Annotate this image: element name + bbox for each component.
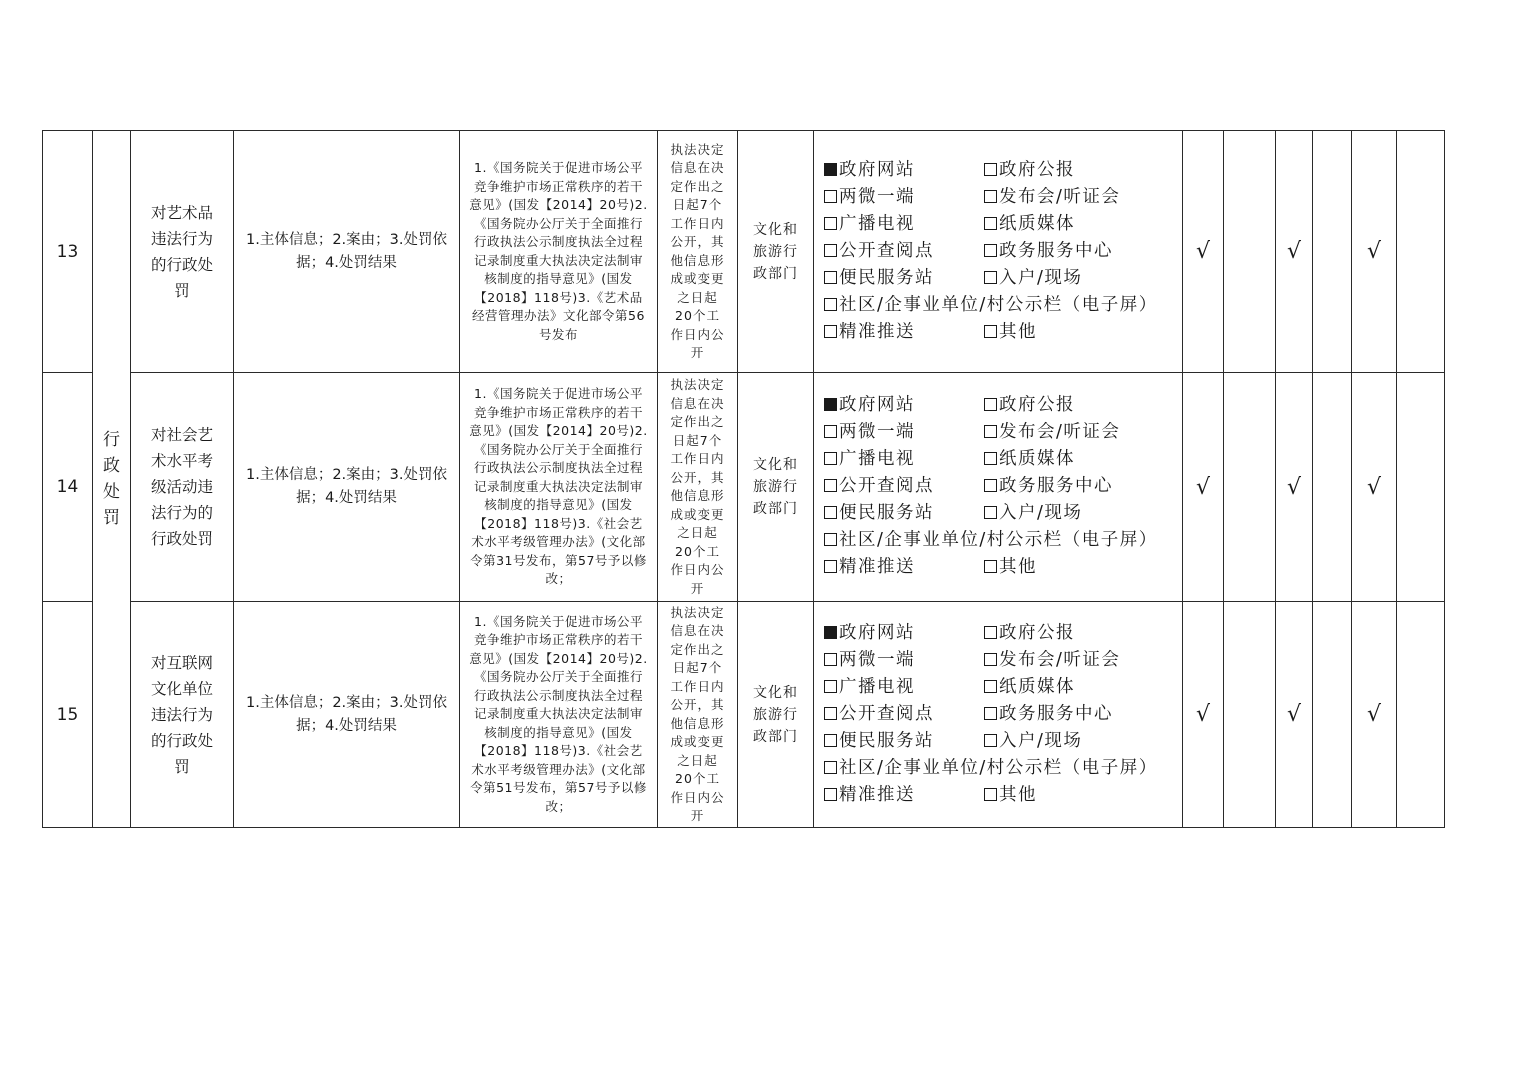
- checkbox-icon[interactable]: [984, 271, 997, 284]
- channel-option[interactable]: [824, 240, 984, 263]
- channel-label: 政府公报: [999, 395, 1075, 416]
- disclosure-basis: 1.《国务院关于促进市场公平竞争维护市场正常秩序的若干意见》(国发【2014】20号)2.《国务院办公厅关于全面推行行政执法公示制度执法全过程记录制度重大执法决定法制审核制度的指导意见》(国发【2018】118号)3.《社会艺术水平考级管理办法》(文化部令第31号发布，第57号予以修改；: [460, 373, 658, 602]
- channel-option[interactable]: [984, 556, 1183, 579]
- tick-cell: √: [1276, 131, 1313, 373]
- responsible-department: 文化和旅游行政部门: [738, 373, 814, 602]
- channel-option[interactable]: [824, 213, 984, 236]
- channel-option[interactable]: [984, 159, 1183, 182]
- checkbox-icon[interactable]: [984, 190, 997, 203]
- disclosure-channels: [814, 602, 1183, 828]
- channel-label: 精准推送: [839, 557, 915, 578]
- responsible-department: 文化和旅游行政部门: [738, 602, 814, 828]
- checked-checkbox-icon[interactable]: [824, 626, 837, 639]
- channel-label: 两微一端: [839, 186, 915, 207]
- disclosure-table: [42, 130, 1445, 828]
- checkbox-icon[interactable]: [824, 271, 837, 284]
- channel-option[interactable]: [984, 475, 1183, 498]
- channel-label: 其他: [999, 321, 1037, 342]
- channel-option[interactable]: [824, 622, 984, 645]
- channel-label: 其他: [999, 557, 1037, 578]
- checkbox-icon[interactable]: [984, 788, 997, 801]
- channel-label: 广播电视: [839, 449, 915, 470]
- disclosure-content: 1.主体信息；2.案由；3.处罚依据；4.处罚结果: [234, 373, 460, 602]
- channel-option[interactable]: [824, 757, 1183, 780]
- tick-cell: √: [1183, 602, 1224, 828]
- disclosure-timing: 执法决定信息在决定作出之日起7个工作日内公开，其他信息形成或变更之日起20个工作日内公开: [658, 131, 738, 373]
- category-char: 处: [103, 482, 120, 502]
- channel-label: 公开查阅点: [839, 476, 934, 497]
- channel-label: 入户/现场: [999, 503, 1083, 524]
- checkbox-icon[interactable]: [984, 163, 997, 176]
- channel-label: 其他: [999, 784, 1037, 805]
- checked-checkbox-icon[interactable]: [824, 163, 837, 176]
- channel-label: 两微一端: [839, 422, 915, 443]
- disclosure-content: 1.主体信息；2.案由；3.处罚依据；4.处罚结果: [234, 602, 460, 828]
- tick-cell: [1397, 602, 1445, 828]
- checkbox-icon[interactable]: [824, 325, 837, 338]
- disclosure-channels: [814, 131, 1183, 373]
- channel-label: 广播电视: [839, 676, 915, 697]
- channel-label: 两微一端: [839, 649, 915, 670]
- checked-checkbox-icon[interactable]: [824, 398, 837, 411]
- checkbox-icon[interactable]: [984, 425, 997, 438]
- tick-cell: [1224, 602, 1276, 828]
- category-char: 政: [103, 456, 120, 476]
- tick-cell: [1313, 131, 1352, 373]
- channel-option[interactable]: [824, 529, 1183, 552]
- channel-option[interactable]: [824, 703, 984, 726]
- channel-label: 便民服务站: [839, 503, 934, 524]
- checkbox-icon[interactable]: [824, 707, 837, 720]
- channel-option[interactable]: [984, 676, 1183, 699]
- channel-option[interactable]: [984, 622, 1183, 645]
- channel-option[interactable]: [984, 321, 1183, 344]
- channel-option[interactable]: [824, 394, 984, 417]
- tick-cell: √: [1352, 373, 1397, 602]
- channel-option[interactable]: [984, 784, 1183, 807]
- channel-label: 社区/企事业单位/村公示栏（电子屏）: [839, 294, 1158, 315]
- channel-option[interactable]: [824, 502, 984, 525]
- channel-option[interactable]: [984, 213, 1183, 236]
- item-name: 对艺术品违法行为的行政处罚: [131, 131, 234, 373]
- channel-option[interactable]: [984, 502, 1183, 525]
- channel-label: 入户/现场: [999, 730, 1083, 751]
- channel-option[interactable]: [824, 730, 984, 753]
- checkbox-icon[interactable]: [984, 325, 997, 338]
- checkbox-icon[interactable]: [984, 244, 997, 257]
- checkbox-icon[interactable]: [984, 626, 997, 639]
- item-name: 对互联网文化单位违法行为的行政处罚: [131, 602, 234, 828]
- channel-label: 发布会/听证会: [999, 422, 1121, 443]
- disclosure-basis: 1.《国务院关于促进市场公平竞争维护市场正常秩序的若干意见》(国发【2014】20号)2.《国务院办公厅关于全面推行行政执法公示制度执法全过程记录制度重大执法决定法制审核制度的指导意见》(国发【2018】118号)3.《艺术品经营管理办法》文化部令第56号发布: [460, 131, 658, 373]
- tick-cell: √: [1183, 373, 1224, 602]
- checkbox-icon[interactable]: [984, 398, 997, 411]
- row-number: 13: [43, 131, 93, 373]
- checkbox-icon[interactable]: [824, 680, 837, 693]
- row-number: 15: [43, 602, 93, 828]
- channel-option[interactable]: [984, 730, 1183, 753]
- channel-label: 政务服务中心: [999, 240, 1113, 261]
- channel-label: 社区/企事业单位/村公示栏（电子屏）: [839, 757, 1158, 778]
- channel-label: 政府网站: [839, 159, 915, 180]
- checkbox-icon[interactable]: [824, 298, 837, 311]
- responsible-department: 文化和旅游行政部门: [738, 131, 814, 373]
- channel-label: 社区/企事业单位/村公示栏（电子屏）: [839, 530, 1158, 551]
- channel-label: 政府网站: [839, 395, 915, 416]
- tick-cell: √: [1352, 602, 1397, 828]
- channel-list: [824, 159, 1182, 344]
- checkbox-icon[interactable]: [824, 506, 837, 519]
- checkbox-icon[interactable]: [824, 653, 837, 666]
- checkbox-icon[interactable]: [824, 479, 837, 492]
- channel-option[interactable]: [824, 421, 984, 444]
- table-row: [43, 373, 1445, 602]
- channel-label: 发布会/听证会: [999, 649, 1121, 670]
- disclosure-channels: [814, 373, 1183, 602]
- channel-option[interactable]: [824, 556, 984, 579]
- channel-option[interactable]: [824, 186, 984, 209]
- channel-option[interactable]: [824, 784, 984, 807]
- row-number: 14: [43, 373, 93, 602]
- checkbox-icon[interactable]: [824, 217, 837, 230]
- tick-cell: √: [1352, 131, 1397, 373]
- channel-option[interactable]: [984, 703, 1183, 726]
- tick-cell: [1397, 373, 1445, 602]
- channel-label: 纸质媒体: [999, 213, 1075, 234]
- channel-option[interactable]: [984, 421, 1183, 444]
- checkbox-icon[interactable]: [984, 217, 997, 230]
- channel-label: 便民服务站: [839, 730, 934, 751]
- channel-option[interactable]: [984, 394, 1183, 417]
- channel-option[interactable]: [824, 159, 984, 182]
- checkbox-icon[interactable]: [824, 244, 837, 257]
- disclosure-content: 1.主体信息；2.案由；3.处罚依据；4.处罚结果: [234, 131, 460, 373]
- channel-option[interactable]: [984, 267, 1183, 290]
- tick-cell: [1397, 131, 1445, 373]
- checkbox-icon[interactable]: [824, 560, 837, 573]
- table-row: [43, 131, 1445, 373]
- channel-option[interactable]: [984, 448, 1183, 471]
- channel-option[interactable]: [824, 294, 1183, 317]
- checkbox-icon[interactable]: [824, 425, 837, 438]
- disclosure-timing: 执法决定信息在决定作出之日起7个工作日内公开，其他信息形成或变更之日起20个工作日内公开: [658, 373, 738, 602]
- tick-cell: [1313, 373, 1352, 602]
- checkbox-icon[interactable]: [824, 761, 837, 774]
- checkbox-icon[interactable]: [824, 452, 837, 465]
- channel-label: 纸质媒体: [999, 676, 1075, 697]
- checkbox-icon[interactable]: [984, 653, 997, 666]
- channel-label: 政府网站: [839, 622, 915, 643]
- table-row: [43, 602, 1445, 828]
- channel-list: [824, 622, 1182, 807]
- channel-label: 公开查阅点: [839, 240, 934, 261]
- tick-cell: [1224, 373, 1276, 602]
- item-name: 对社会艺术水平考级活动违法行为的行政处罚: [131, 373, 234, 602]
- channel-label: 精准推送: [839, 321, 915, 342]
- tick-cell: √: [1276, 373, 1313, 602]
- channel-label: 政务服务中心: [999, 703, 1113, 724]
- checkbox-icon[interactable]: [824, 533, 837, 546]
- channel-option[interactable]: [984, 649, 1183, 672]
- channel-label: 公开查阅点: [839, 703, 934, 724]
- checkbox-icon[interactable]: [984, 560, 997, 573]
- channel-label: 精准推送: [839, 784, 915, 805]
- checkbox-icon[interactable]: [984, 452, 997, 465]
- channel-option[interactable]: [824, 475, 984, 498]
- disclosure-basis: 1.《国务院关于促进市场公平竞争维护市场正常秩序的若干意见》(国发【2014】20号)2.《国务院办公厅关于全面推行行政执法公示制度执法全过程记录制度重大执法决定法制审核制度的指导意见》(国发【2018】118号)3.《社会艺术水平考级管理办法》(文化部令第51号发布，第57号予以修改；: [460, 602, 658, 828]
- channel-option[interactable]: [824, 676, 984, 699]
- channel-option[interactable]: [824, 321, 984, 344]
- checkbox-icon[interactable]: [984, 479, 997, 492]
- checkbox-icon[interactable]: [824, 734, 837, 747]
- channel-option[interactable]: [984, 186, 1183, 209]
- channel-list: [824, 394, 1182, 579]
- disclosure-timing: 执法决定信息在决定作出之日起7个工作日内公开，其他信息形成或变更之日起20个工作日内公开: [658, 602, 738, 828]
- channel-option[interactable]: [984, 240, 1183, 263]
- tick-cell: √: [1183, 131, 1224, 373]
- category-cell: [93, 131, 131, 828]
- tick-cell: [1224, 131, 1276, 373]
- channel-label: 发布会/听证会: [999, 186, 1121, 207]
- channel-label: 广播电视: [839, 213, 915, 234]
- checkbox-icon[interactable]: [984, 680, 997, 693]
- tick-cell: [1313, 602, 1352, 828]
- channel-label: 政府公报: [999, 622, 1075, 643]
- channel-label: 入户/现场: [999, 267, 1083, 288]
- category-char: 罚: [103, 508, 120, 528]
- checkbox-icon[interactable]: [824, 788, 837, 801]
- channel-option[interactable]: [824, 448, 984, 471]
- channel-option[interactable]: [824, 267, 984, 290]
- checkbox-icon[interactable]: [984, 707, 997, 720]
- tick-cell: √: [1276, 602, 1313, 828]
- channel-label: 政务服务中心: [999, 476, 1113, 497]
- checkbox-icon[interactable]: [984, 506, 997, 519]
- channel-label: 纸质媒体: [999, 449, 1075, 470]
- category-char: 行: [103, 430, 120, 450]
- checkbox-icon[interactable]: [824, 190, 837, 203]
- channel-label: 便民服务站: [839, 267, 934, 288]
- checkbox-icon[interactable]: [984, 734, 997, 747]
- channel-option[interactable]: [824, 649, 984, 672]
- channel-label: 政府公报: [999, 159, 1075, 180]
